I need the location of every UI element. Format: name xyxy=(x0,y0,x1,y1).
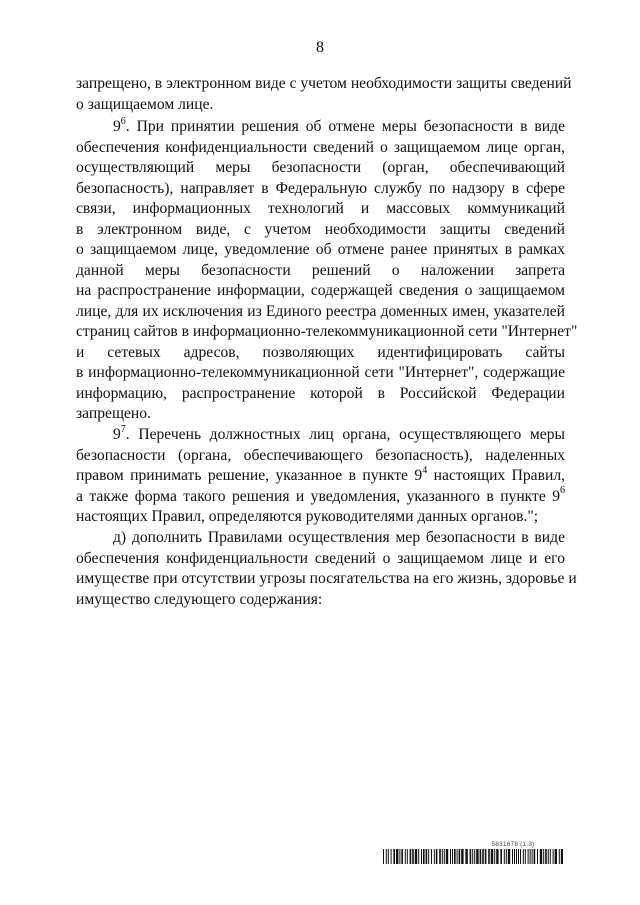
barcode-bar xyxy=(512,849,513,864)
barcode-bar xyxy=(407,849,408,864)
barcode-bar xyxy=(415,849,417,864)
barcode-bar xyxy=(439,849,441,864)
barcode-bar xyxy=(543,849,544,864)
paragraph-1 xyxy=(76,74,572,115)
text-span: . При принятии решения об отмене меры безопасности в виде xyxy=(125,118,565,135)
text-line xyxy=(76,487,565,508)
text-line: лице, для их исключения из Единого реестра доменных имен, указателей xyxy=(76,302,565,320)
clause-number: 9 xyxy=(113,426,121,443)
text-line xyxy=(76,117,565,138)
barcode-bar xyxy=(393,849,395,864)
barcode-bar xyxy=(532,849,533,864)
barcode-bar xyxy=(555,849,557,864)
barcode-bar xyxy=(530,849,531,864)
barcode-image xyxy=(383,849,563,864)
barcode-bar xyxy=(494,849,495,864)
barcode-bar xyxy=(401,849,403,864)
text-line: запрещено, в электронном виде с учетом необходимости защиты сведений xyxy=(76,75,572,92)
barcode-bar xyxy=(412,849,414,864)
text-line: информацию, распространение которой в Российской Федерации xyxy=(76,384,565,402)
barcode-bar xyxy=(518,849,519,864)
text-line: о защищаемом лице, уведомление об отмене ранее принятых в рамках xyxy=(76,241,565,258)
barcode-bar xyxy=(537,849,538,864)
text-line: связи, информационных технологий и массовых коммуникаций xyxy=(76,200,565,217)
paragraph-9-7 xyxy=(76,425,565,528)
clause-superscript: 7 xyxy=(120,423,126,435)
barcode-bar xyxy=(461,849,463,864)
clause-superscript: 6 xyxy=(120,115,126,127)
barcode-bar xyxy=(508,849,510,864)
barcode-bar xyxy=(553,849,554,864)
barcode-bar xyxy=(496,849,498,864)
barcode-bar xyxy=(528,849,529,864)
text-line: безопасности (органа, обеспечивающего безопасность), наделенных xyxy=(76,446,565,464)
text-span: . Перечень должностных лиц органа, осуществляющего меры xyxy=(125,426,565,443)
barcode-bar xyxy=(421,849,422,864)
barcode-bar xyxy=(480,849,482,864)
barcode-bar xyxy=(491,849,493,864)
text-line: о защищаемом лице. xyxy=(76,95,214,113)
barcode-bar xyxy=(457,849,458,864)
text-span: а также форма такого решения и уведомления, указанного в пункте 9 xyxy=(76,487,560,505)
text-line: в информационно-телекоммуникационной сети "Интернет", содержащие xyxy=(76,364,565,381)
text-line: обеспечения конфиденциальности сведений о защищаемом лице орган, xyxy=(76,138,565,156)
barcode-bar xyxy=(514,849,515,864)
barcode-bar xyxy=(520,849,521,864)
barcode-bar xyxy=(472,849,473,864)
barcode-bar xyxy=(383,849,384,864)
clause-number: 9 xyxy=(113,118,121,135)
paragraph-9-6 xyxy=(76,115,578,425)
barcode-bar xyxy=(470,849,472,864)
clause-superscript: 4 xyxy=(422,464,428,476)
clause-superscript: 6 xyxy=(560,485,565,497)
text-line: имущество следующего содержания: xyxy=(76,590,323,608)
text-line: безопасность), направляет в Федеральную службу по надзору в сфере xyxy=(76,179,565,197)
barcode-bar xyxy=(436,849,438,864)
barcode-bar xyxy=(431,849,432,864)
barcode-bar xyxy=(405,849,406,864)
text-line xyxy=(76,425,565,446)
barcode-bar xyxy=(504,849,505,864)
barcode-bar xyxy=(391,849,392,864)
barcode-bar xyxy=(476,849,478,864)
text-line: настоящих Правил, определяются руководителями данных органов."; xyxy=(76,508,539,525)
barcode-bar xyxy=(454,849,456,864)
barcode-bar xyxy=(442,849,443,864)
barcode-bar xyxy=(423,849,425,864)
barcode-bar xyxy=(506,849,507,864)
barcode-bar xyxy=(534,849,536,864)
text-line: обеспечения конфиденциальности сведений о защищаемом лице и его xyxy=(76,549,565,567)
barcode-bar xyxy=(482,849,484,864)
barcode-bar xyxy=(474,849,475,864)
barcode-bar xyxy=(434,849,435,864)
barcode-bar xyxy=(446,849,448,864)
barcode-bar xyxy=(500,849,502,864)
barcode-bar xyxy=(444,849,445,864)
barcode-bar xyxy=(450,849,451,864)
text-line: и сетевых адресов, позволяющих идентифицировать сайты xyxy=(76,343,565,361)
text-line: д) дополнить Правилами осуществления мер безопасности в виде xyxy=(113,529,565,546)
text-line: данной меры безопасности решений о наложении запрета xyxy=(76,261,565,279)
barcode-bar xyxy=(545,849,547,864)
text-line: имуществе при отсутствии угрозы посягательства на его жизнь, здоровье и xyxy=(76,570,577,587)
barcode-bar xyxy=(516,849,517,864)
text-line xyxy=(76,466,565,487)
paragraph-d xyxy=(76,528,577,610)
barcode-caption: 5831678 (1.3) xyxy=(491,841,535,848)
barcode-bar xyxy=(540,849,542,864)
text-line: в электронном виде, с учетом необходимости защиты сведений xyxy=(76,220,565,238)
barcode-bar xyxy=(426,849,428,864)
barcode-bar xyxy=(550,849,551,864)
text-span: настоящих Правил, xyxy=(427,467,565,484)
barcode-bar xyxy=(525,849,526,864)
barcode-bar xyxy=(561,849,563,864)
barcode-bar xyxy=(548,849,549,864)
barcode-bar xyxy=(465,849,467,864)
text-line: запрещено. xyxy=(76,405,151,422)
barcode-bar xyxy=(388,849,389,864)
text-line: на распространение информации, содержащей сведения о защищаемом xyxy=(76,282,565,299)
barcode-bar xyxy=(428,849,429,864)
barcode-bar xyxy=(559,849,560,864)
barcode-bar xyxy=(523,849,524,864)
page-number: 8 xyxy=(316,39,324,56)
text-line: осуществляющий меры безопасности (орган, обеспечивающий xyxy=(76,159,565,176)
barcode-bar xyxy=(452,849,453,864)
barcode-bar xyxy=(399,849,400,864)
barcode-bar xyxy=(410,849,412,864)
text-line: страниц сайтов в информационно-телекоммуникационной сети "Интернет" xyxy=(76,323,578,340)
barcode-bar xyxy=(485,849,487,864)
barcode-bar xyxy=(418,849,419,864)
barcode-bar xyxy=(396,849,398,864)
text-span: правом принимать решение, указанное в пункте 9 xyxy=(76,467,423,484)
barcode-bar xyxy=(488,849,490,864)
barcode-bar xyxy=(459,849,461,864)
barcode-bar xyxy=(386,849,387,864)
